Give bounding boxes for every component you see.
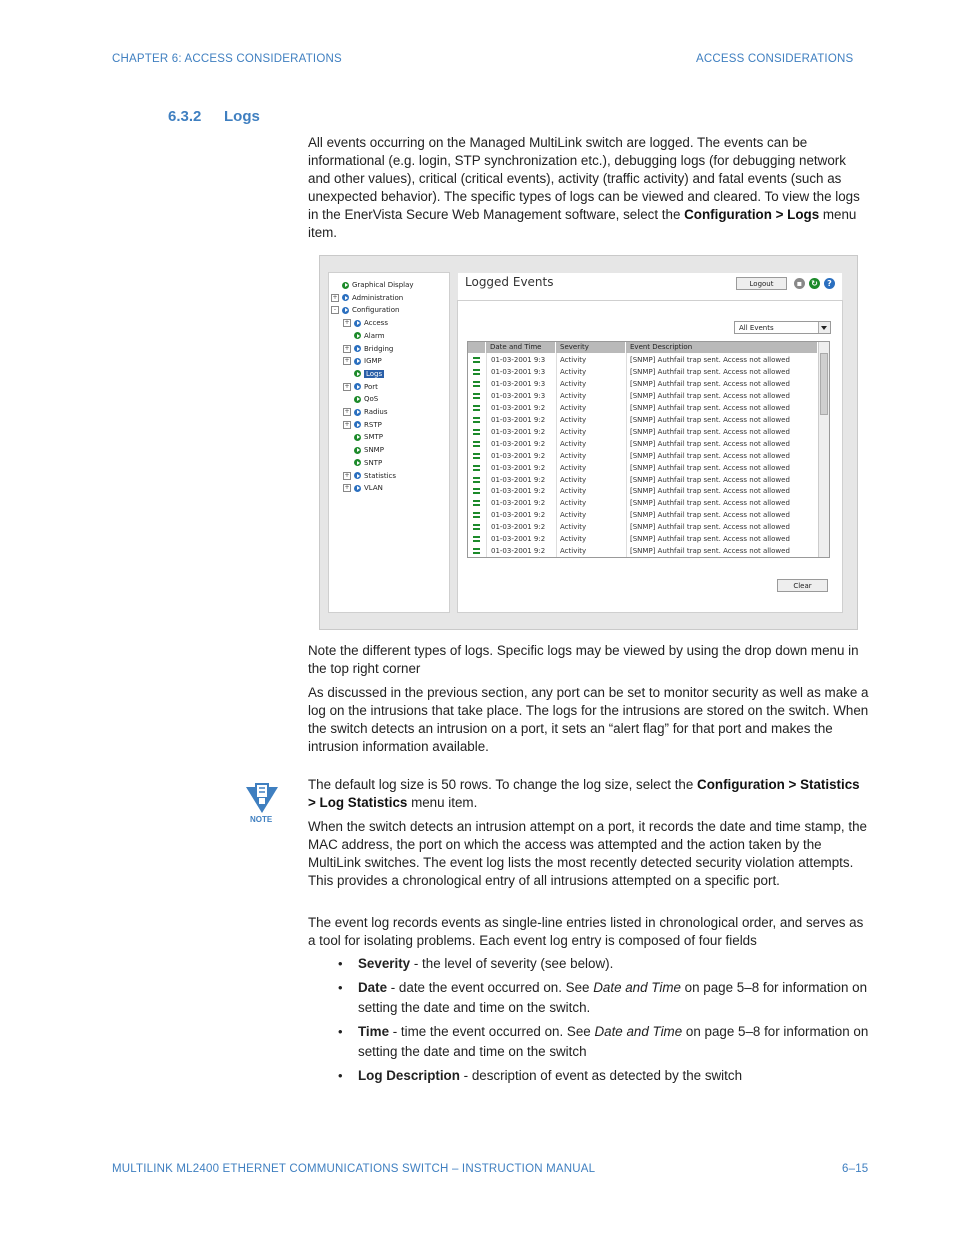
nav-item-smtp[interactable] bbox=[343, 431, 383, 443]
date-cell: 01-03-2001 9:3 bbox=[491, 356, 546, 364]
severity-icon bbox=[473, 441, 480, 447]
severity-icon bbox=[473, 512, 480, 518]
note-menu-path: Configuration > Statistics > Log Statistics bbox=[308, 777, 860, 810]
clear-button[interactable]: Clear bbox=[777, 579, 828, 592]
severity-cell: Activity bbox=[560, 499, 587, 508]
arrow-icon bbox=[354, 459, 361, 466]
nav-item-rstp[interactable] bbox=[343, 419, 382, 431]
intro-text-end: menu item. bbox=[308, 207, 857, 240]
note-text-end: menu item. bbox=[407, 795, 478, 810]
description-cell: [SNMP] Authfail trap sent. Access not allowed bbox=[630, 523, 790, 532]
expand-icon[interactable]: + bbox=[344, 420, 350, 428]
expand-icon[interactable]: + bbox=[344, 484, 350, 492]
fields-list bbox=[308, 954, 870, 1089]
severity-cell: Activity bbox=[560, 367, 587, 376]
severity-cell: Activity bbox=[560, 403, 587, 412]
nav-item-label: Alarm bbox=[364, 331, 385, 340]
severity-icon bbox=[473, 524, 480, 530]
section-number: 6.3.2 bbox=[168, 108, 202, 125]
arrow-icon bbox=[354, 434, 361, 441]
nav-item-logs[interactable] bbox=[343, 368, 384, 380]
nav-item-access[interactable] bbox=[343, 317, 388, 329]
arrow-icon bbox=[354, 345, 361, 352]
nav-item-administration[interactable] bbox=[331, 292, 403, 304]
field-text: - date the event occurred on. See bbox=[387, 979, 594, 995]
help-icon[interactable]: ? bbox=[824, 278, 835, 289]
nav-item-label: SNTP bbox=[364, 458, 383, 467]
nav-item-sntp[interactable] bbox=[343, 457, 382, 469]
severity-cell: Activity bbox=[560, 415, 587, 424]
arrow-icon bbox=[354, 332, 361, 339]
severity-cell: Activity bbox=[560, 463, 587, 472]
field-text: on page 5–8 for information on setting the date and time on the switch. bbox=[358, 979, 868, 1015]
severity-icon bbox=[473, 369, 480, 375]
nav-item-label: SNMP bbox=[364, 446, 384, 455]
expand-icon[interactable]: + bbox=[344, 357, 350, 365]
arrow-icon bbox=[354, 320, 361, 327]
arrow-icon bbox=[354, 383, 361, 390]
severity-cell: Activity bbox=[560, 535, 587, 544]
nav-item-label: Configuration bbox=[352, 306, 400, 315]
logged-events-screenshot bbox=[319, 255, 858, 630]
description-cell: [SNMP] Authfail trap sent. Access not allowed bbox=[630, 415, 790, 424]
expand-icon[interactable]: + bbox=[344, 382, 350, 390]
date-cell: 01-03-2001 9:2 bbox=[491, 451, 546, 460]
severity-cell: Activity bbox=[560, 451, 587, 460]
nav-item-qos[interactable] bbox=[343, 393, 378, 405]
field-text: - the level of severity (see below). bbox=[410, 956, 614, 971]
arrow-icon bbox=[354, 358, 361, 365]
table-row[interactable] bbox=[468, 390, 818, 402]
date-cell: 01-03-2001 9:3 bbox=[491, 379, 546, 388]
arrow-icon bbox=[354, 409, 361, 416]
nav-item-label: Graphical Display bbox=[352, 281, 414, 289]
nav-item-statistics[interactable] bbox=[343, 470, 396, 482]
date-cell: 01-03-2001 9:2 bbox=[491, 475, 546, 484]
header-chapter: CHAPTER 6: ACCESS CONSIDERATIONS bbox=[112, 53, 342, 65]
date-cell: 01-03-2001 9:2 bbox=[491, 499, 546, 508]
nav-item-label: Port bbox=[364, 382, 378, 391]
expand-icon[interactable]: + bbox=[344, 471, 350, 479]
date-cell: 01-03-2001 9:2 bbox=[491, 487, 546, 496]
date-cell: 01-03-2001 9:2 bbox=[491, 439, 546, 448]
nav-item-graphical-display[interactable] bbox=[331, 279, 414, 291]
note-label: NOTE bbox=[250, 815, 273, 824]
arrow-icon bbox=[354, 370, 361, 377]
date-cell: 01-03-2001 9:3 bbox=[491, 391, 546, 400]
severity-icon bbox=[473, 500, 480, 506]
table-row[interactable] bbox=[468, 366, 818, 378]
page-number: 6–15 bbox=[842, 1163, 869, 1175]
events-table bbox=[467, 341, 830, 558]
field-name: Date bbox=[358, 979, 388, 995]
table-row[interactable] bbox=[468, 450, 818, 462]
severity-icon bbox=[473, 393, 480, 399]
date-cell: 01-03-2001 9:2 bbox=[491, 415, 546, 424]
date-cell: 01-03-2001 9:2 bbox=[491, 463, 546, 472]
nav-item-label: VLAN bbox=[364, 484, 383, 493]
description-cell: [SNMP] Authfail trap sent. Access not allowed bbox=[630, 475, 790, 484]
nav-tree bbox=[328, 272, 450, 613]
event-filter-value: All Events bbox=[739, 324, 774, 332]
severity-icon bbox=[473, 453, 480, 459]
severity-icon bbox=[473, 405, 480, 411]
description-cell: [SNMP] Authfail trap sent. Access not allowed bbox=[630, 356, 790, 364]
field-name: Time bbox=[358, 1023, 390, 1039]
paragraph-event-log: The event log records events as single-line entries listed in chronological order, and serves as a tool for isolating problems. Each event log entry is composed of four fields bbox=[308, 915, 864, 948]
date-cell: 01-03-2001 9:3 bbox=[491, 367, 546, 376]
table-row[interactable] bbox=[468, 414, 818, 426]
severity-cell: Activity bbox=[560, 547, 587, 556]
nav-item-label: Bridging bbox=[364, 344, 394, 353]
print-icon[interactable]: ▪ bbox=[794, 278, 805, 289]
severity-cell: Activity bbox=[560, 487, 587, 496]
nav-item-label: Access bbox=[364, 319, 388, 328]
scrollbar-thumb[interactable] bbox=[820, 353, 828, 415]
table-scrollbar[interactable] bbox=[818, 342, 829, 557]
col-description-header[interactable]: Event Description bbox=[626, 342, 818, 353]
intro-paragraph bbox=[308, 134, 870, 242]
intro-text: All events occurring on the Managed MultiLink switch are logged. The events can be informational (e.g. login, STP synchronization etc.), debugging logs (for debugging network and other values), critical (critical events), activity (traffic activity) and fatal events (such as unexpected behavior). The specific types of logs can be viewed and cleared. To view the logs in the EnerVista Secure Web Management software, select the bbox=[308, 135, 860, 222]
severity-icon bbox=[473, 488, 480, 494]
description-cell: [SNMP] Authfail trap sent. Access not allowed bbox=[630, 451, 790, 460]
nav-item-igmp[interactable] bbox=[343, 355, 382, 367]
list-item bbox=[308, 954, 870, 975]
arrow-icon bbox=[354, 485, 361, 492]
table-row[interactable] bbox=[468, 545, 818, 557]
arrow-icon bbox=[342, 294, 349, 301]
table-row[interactable] bbox=[468, 354, 818, 366]
table-row[interactable] bbox=[468, 426, 818, 438]
nav-item-port[interactable] bbox=[343, 381, 378, 393]
severity-icon bbox=[473, 536, 480, 542]
col-date-header[interactable]: Date and Time bbox=[486, 342, 556, 353]
event-filter-select[interactable] bbox=[734, 321, 831, 334]
intro-menu-path: Configuration > Logs bbox=[684, 207, 820, 222]
table-row[interactable] bbox=[468, 533, 818, 545]
paragraph-note-logs: Note the different types of logs. Specific logs may be viewed by using the drop down menu in the top right corner bbox=[308, 643, 859, 676]
field-name: Log Description bbox=[358, 1067, 460, 1083]
table-row[interactable] bbox=[468, 438, 818, 450]
nav-item-label: IGMP bbox=[364, 357, 382, 366]
field-name: Severity bbox=[358, 956, 411, 971]
note-text: The default log size is 50 rows. To change the log size, select the bbox=[308, 777, 698, 792]
arrow-icon bbox=[354, 447, 361, 454]
paragraph-detection: When the switch detects an intrusion attempt on a port, it records the date and time stamp, the MAC address, the port on which the access was attempted and the action taken by the MultiLink switches. The event log lists the most recently detected security violation attempts. This provides a chronological entry of all intrusions attempted on a specific port. bbox=[308, 819, 867, 888]
table-row[interactable] bbox=[468, 474, 818, 486]
description-cell: [SNMP] Authfail trap sent. Access not allowed bbox=[630, 463, 790, 472]
arrow-icon bbox=[354, 396, 361, 403]
severity-cell: Activity bbox=[560, 356, 587, 364]
nav-item-label: Logs bbox=[366, 369, 383, 378]
col-icon-header bbox=[468, 342, 486, 353]
severity-icon bbox=[473, 381, 480, 387]
section-heading bbox=[168, 108, 260, 125]
field-text: - time the event occurred on. See bbox=[389, 1023, 595, 1039]
field-text: on page 5–8 for information on setting the date and time on the switch bbox=[358, 1023, 869, 1059]
nav-item-label: Administration bbox=[352, 293, 404, 302]
nav-item-label: SMTP bbox=[364, 433, 383, 442]
severity-cell: Activity bbox=[560, 475, 587, 484]
section-title: Logs bbox=[224, 108, 260, 125]
table-row[interactable] bbox=[468, 521, 818, 533]
expand-icon[interactable]: + bbox=[332, 293, 338, 301]
description-cell: [SNMP] Authfail trap sent. Access not allowed bbox=[630, 511, 790, 520]
severity-icon bbox=[473, 548, 480, 554]
field-text: - description of event as detected by the switch bbox=[459, 1067, 743, 1083]
nav-item-radius[interactable] bbox=[343, 406, 387, 418]
arrow-icon bbox=[342, 282, 349, 289]
description-cell: [SNMP] Authfail trap sent. Access not allowed bbox=[630, 487, 790, 496]
refresh-icon[interactable]: ↻ bbox=[809, 278, 820, 289]
description-cell: [SNMP] Authfail trap sent. Access not allowed bbox=[630, 499, 790, 508]
nav-item-label: QoS bbox=[364, 395, 379, 404]
severity-cell: Activity bbox=[560, 439, 587, 448]
severity-cell: Activity bbox=[560, 391, 587, 400]
severity-cell: Activity bbox=[560, 379, 587, 388]
nav-item-bridging[interactable] bbox=[343, 343, 393, 355]
nav-item-label: RSTP bbox=[364, 420, 382, 429]
table-row[interactable] bbox=[468, 402, 818, 414]
severity-cell: Activity bbox=[560, 427, 587, 436]
severity-icon bbox=[473, 477, 480, 483]
description-cell: [SNMP] Authfail trap sent. Access not allowed bbox=[630, 547, 790, 556]
chevron-down-icon[interactable] bbox=[818, 322, 830, 333]
table-row[interactable] bbox=[468, 485, 818, 497]
nav-item-label: Radius bbox=[364, 408, 388, 416]
severity-icon bbox=[473, 357, 480, 363]
nav-item-snmp[interactable] bbox=[343, 444, 384, 456]
date-cell: 01-03-2001 9:2 bbox=[491, 523, 546, 532]
date-cell: 01-03-2001 9:2 bbox=[491, 535, 546, 544]
description-cell: [SNMP] Authfail trap sent. Access not allowed bbox=[630, 379, 790, 388]
cross-reference: Date and Time bbox=[593, 979, 681, 995]
description-cell: [SNMP] Authfail trap sent. Access not allowed bbox=[630, 439, 790, 448]
date-cell: 01-03-2001 9:2 bbox=[491, 547, 546, 556]
description-cell: [SNMP] Authfail trap sent. Access not allowed bbox=[630, 391, 790, 400]
nav-item-label: Statistics bbox=[364, 471, 396, 480]
note-paragraph bbox=[308, 776, 870, 812]
logged-events-title: Logged Events bbox=[465, 275, 554, 289]
table-row[interactable] bbox=[468, 462, 818, 474]
nav-item-configuration[interactable] bbox=[331, 304, 399, 316]
arrow-icon bbox=[342, 307, 349, 314]
nav-item-alarm[interactable] bbox=[343, 330, 385, 342]
severity-cell: Activity bbox=[560, 511, 587, 520]
list-item bbox=[308, 1066, 870, 1087]
list-item bbox=[308, 978, 870, 1019]
footer-title: MULTILINK ML2400 ETHERNET COMMUNICATIONS SWITCH – INSTRUCTION MANUAL bbox=[112, 1163, 596, 1175]
cross-reference: Date and Time bbox=[594, 1023, 683, 1039]
table-row[interactable] bbox=[468, 509, 818, 521]
collapse-icon[interactable]: - bbox=[331, 306, 339, 314]
description-cell: [SNMP] Authfail trap sent. Access not allowed bbox=[630, 427, 790, 436]
date-cell: 01-03-2001 9:2 bbox=[491, 511, 546, 520]
header-section: ACCESS CONSIDERATIONS bbox=[696, 53, 854, 65]
logout-button[interactable]: Logout bbox=[736, 277, 787, 290]
note-icon bbox=[244, 783, 280, 827]
description-cell: [SNMP] Authfail trap sent. Access not allowed bbox=[630, 367, 790, 376]
arrow-icon bbox=[354, 472, 361, 479]
severity-cell: Activity bbox=[560, 523, 587, 532]
col-severity-header[interactable]: Severity bbox=[556, 342, 626, 353]
paragraph-intrusion: As discussed in the previous section, any port can be set to monitor security as well as make a log on the intrusions that take place. The logs for the intrusions are stored on the switch. When the switch detects an intrusion on a port, it sets an “alert flag” for that port and makes the intrusion information available. bbox=[308, 685, 869, 754]
date-cell: 01-03-2001 9:2 bbox=[491, 403, 546, 412]
arrow-icon bbox=[354, 421, 361, 428]
severity-icon bbox=[473, 417, 480, 423]
expand-icon[interactable]: + bbox=[344, 408, 350, 415]
date-cell: 01-03-2001 9:2 bbox=[491, 427, 546, 436]
severity-icon bbox=[473, 429, 480, 435]
expand-icon[interactable]: + bbox=[344, 344, 350, 352]
list-item bbox=[308, 1022, 870, 1063]
description-cell: [SNMP] Authfail trap sent. Access not allowed bbox=[630, 403, 790, 412]
description-cell: [SNMP] Authfail trap sent. Access not allowed bbox=[630, 535, 790, 544]
severity-icon bbox=[473, 465, 480, 471]
table-row[interactable] bbox=[468, 497, 818, 509]
expand-icon[interactable]: + bbox=[344, 319, 350, 327]
table-row[interactable] bbox=[468, 378, 818, 390]
nav-item-vlan[interactable] bbox=[343, 482, 383, 494]
